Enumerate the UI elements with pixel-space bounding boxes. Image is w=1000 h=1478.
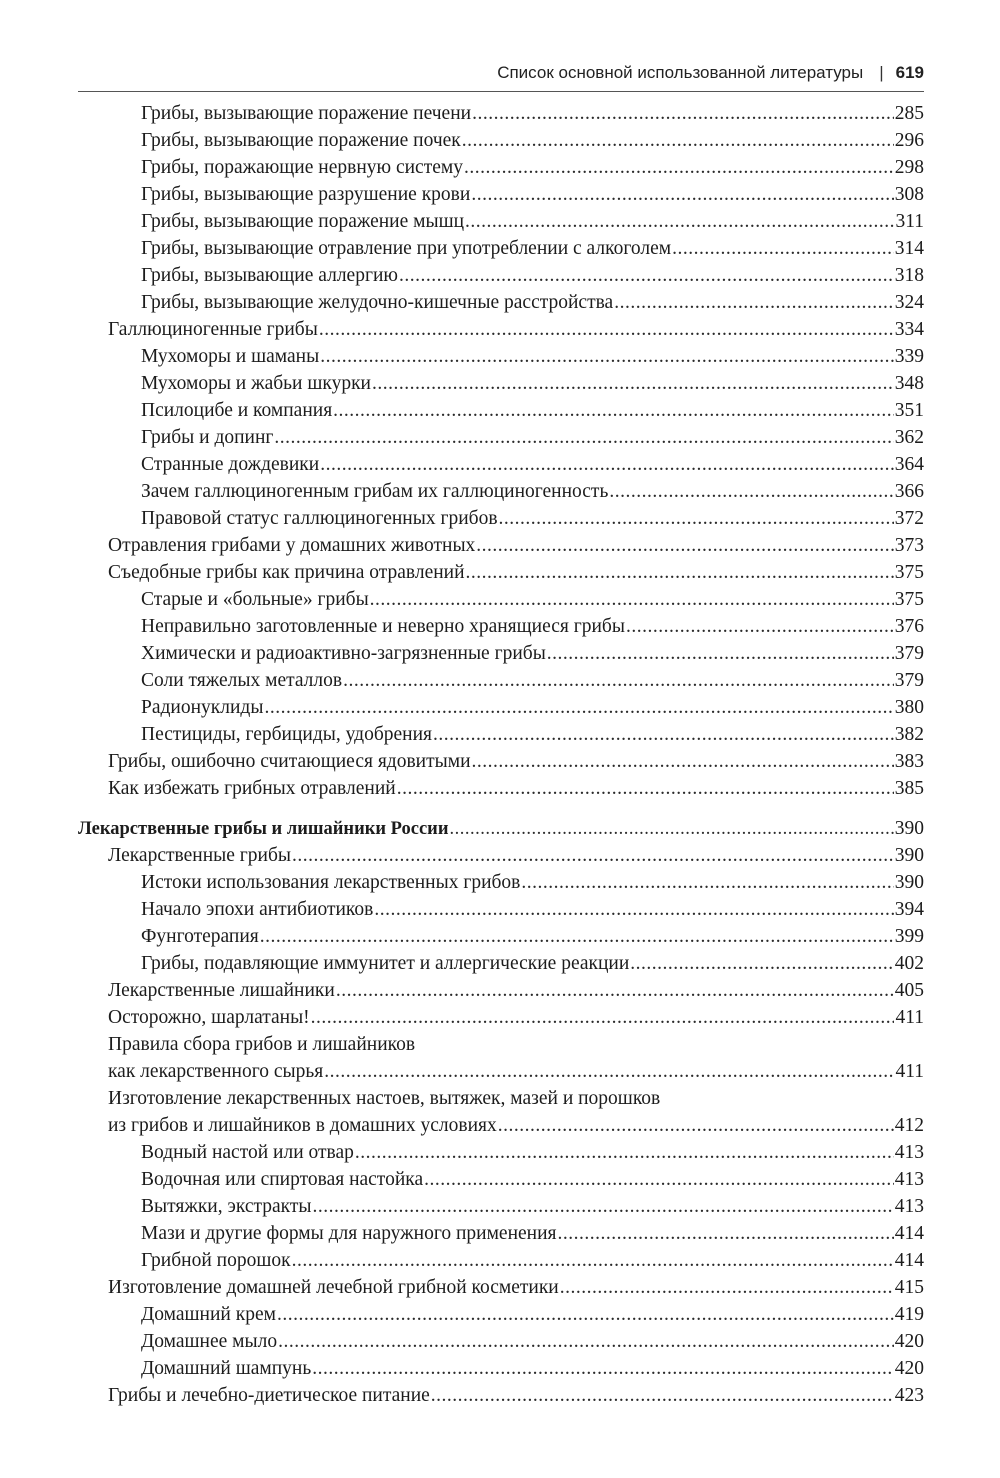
dot-leader (292, 842, 894, 869)
toc-entry-title: Вытяжки, экстракты (141, 1196, 312, 1217)
toc-entry[interactable] (78, 397, 924, 424)
toc-chapter-title: Лекарственные грибы и лишайники России (78, 819, 449, 839)
dot-leader (319, 316, 894, 343)
toc-entry[interactable] (78, 640, 924, 667)
toc-entry[interactable] (78, 896, 924, 923)
toc-entry[interactable] (78, 181, 924, 208)
toc-entry-title: Съедобные грибы как причина отравлений (108, 562, 465, 583)
toc-entry-title: Правовой статус галлюциногенных грибов (141, 508, 498, 529)
dot-leader (626, 613, 894, 640)
toc-entry[interactable] (78, 950, 924, 977)
toc-entry-title: Соли тяжелых металлов (141, 670, 343, 691)
dot-leader (431, 1382, 894, 1409)
toc-entry-page: 414 (894, 1223, 924, 1244)
dot-leader (397, 775, 894, 802)
dot-leader (433, 721, 894, 748)
toc-entry[interactable] (78, 127, 924, 154)
dot-leader (499, 505, 894, 532)
toc-entry-title: Начало эпохи антибиотиков (141, 899, 374, 920)
toc-entry-page: 390 (894, 818, 924, 839)
toc-entry-title: Водочная или спиртовая настойка (141, 1169, 424, 1190)
dot-leader (374, 896, 893, 923)
toc-entry-page: 375 (894, 562, 924, 583)
toc-entry[interactable] (78, 1247, 924, 1274)
toc-entry-title: Грибы, вызывающие разрушение крови (141, 184, 471, 205)
toc-entry-page: 375 (894, 589, 924, 610)
toc-entry[interactable] (78, 343, 924, 370)
toc-entry[interactable] (78, 424, 924, 451)
dot-leader (672, 235, 894, 262)
header-rule (78, 91, 924, 92)
toc-entry[interactable] (78, 586, 924, 613)
toc-entry-title: Мази и другие формы для наружного применения (141, 1223, 557, 1244)
toc-entry-last-line (78, 1112, 924, 1139)
toc-entry-page: 373 (894, 535, 924, 556)
dot-leader (424, 1166, 894, 1193)
toc-entry-page: 298 (894, 157, 924, 178)
toc-entry-title: Грибы, вызывающие поражение печени (141, 103, 472, 124)
dot-leader (558, 1220, 894, 1247)
toc-entry[interactable] (78, 100, 924, 127)
toc-entry-page: 414 (894, 1250, 924, 1271)
toc-entry-title: Водный настой или отвар (141, 1142, 354, 1163)
toc-entry-page: 411 (895, 1061, 924, 1082)
running-header (78, 58, 924, 88)
toc-entry-title: Мухоморы и жабьи шкурки (141, 373, 371, 394)
dot-leader (466, 559, 894, 586)
toc-entry-title: Домашний шампунь (141, 1358, 312, 1379)
toc-entry-page: 318 (894, 265, 924, 286)
dot-leader (312, 1355, 893, 1382)
toc-entry-title: Пестициды, гербициды, удобрения (141, 724, 432, 745)
toc-entry-page: 413 (894, 1142, 924, 1163)
toc-entry[interactable] (78, 667, 924, 694)
toc-entry-title: Странные дождевики (141, 454, 320, 475)
toc-entry-title: Зачем галлюциногенным грибам их галлюциногенность (141, 481, 609, 502)
toc-entry[interactable] (78, 505, 924, 532)
toc-entry[interactable] (78, 1166, 924, 1193)
toc-entry-page: 423 (894, 1385, 924, 1406)
toc-entry[interactable] (78, 842, 924, 869)
dot-leader (399, 262, 894, 289)
toc-entry[interactable] (78, 613, 924, 640)
toc-entry-title: Грибы, вызывающие аллергию (141, 265, 398, 286)
toc-entry[interactable] (78, 235, 924, 262)
dot-leader (614, 289, 894, 316)
toc-entry[interactable] (78, 694, 924, 721)
dot-leader (343, 667, 894, 694)
toc-entry-page: 413 (894, 1169, 924, 1190)
toc-entry-page: 348 (894, 373, 924, 394)
toc-entry[interactable] (78, 1139, 924, 1166)
toc-entry-title: Грибы, вызывающие желудочно-кишечные расстройства (141, 292, 614, 313)
toc-entry[interactable] (78, 1220, 924, 1247)
dot-leader (311, 1004, 895, 1031)
toc-entry-title: Отравления грибами у домашних животных (108, 535, 476, 556)
toc-entry[interactable] (78, 1382, 924, 1409)
toc-entry-title: Истоки использования лекарственных грибов (141, 872, 521, 893)
toc-entry-title: Химически и радиоактивно-загрязненные грибы (141, 643, 546, 664)
toc-entry-title: Старые и «больные» грибы (141, 589, 369, 610)
toc-entry-page: 399 (894, 926, 924, 947)
dot-leader (313, 1193, 894, 1220)
toc-entry-title: Радионуклиды (141, 697, 264, 718)
toc-entry[interactable] (78, 262, 924, 289)
dot-leader (277, 1301, 894, 1328)
toc-entry-title: Грибной порошок (141, 1250, 291, 1271)
toc-entry-page: 420 (894, 1331, 924, 1352)
toc-entry[interactable] (78, 1193, 924, 1220)
toc-entry[interactable] (78, 154, 924, 181)
toc-entry-page: 402 (894, 953, 924, 974)
dot-leader (521, 869, 893, 896)
dot-leader (476, 532, 893, 559)
toc-entry-page: 339 (894, 346, 924, 367)
toc-entry[interactable] (78, 1301, 924, 1328)
toc-entry-page: 385 (894, 778, 924, 799)
dot-leader (472, 748, 894, 775)
toc-entry-title: Грибы и лечебно-диетическое питание (108, 1385, 430, 1406)
toc-entry-page: 390 (894, 845, 924, 866)
toc-entry[interactable] (78, 1355, 924, 1382)
toc-entry-page: 308 (894, 184, 924, 205)
toc-entry-title: Лекарственные лишайники (108, 980, 335, 1001)
dot-leader (372, 370, 894, 397)
toc-entry-title: из грибов и лишайников в домашних условиях (108, 1115, 497, 1136)
dot-leader (609, 478, 893, 505)
toc-entry-title: Как избежать грибных отравлений (108, 778, 396, 799)
toc-entry-title: Неправильно заготовленные и неверно хранящиеся грибы (141, 616, 625, 637)
dot-leader (292, 1247, 894, 1274)
toc-entry-title: Псилоцибе и компания (141, 400, 333, 421)
toc-entry-title: Грибы, ошибочно считающиеся ядовитыми (108, 751, 471, 772)
toc-entry-page: 296 (894, 130, 924, 151)
toc-entry-title: Домашнее мыло (141, 1331, 278, 1352)
toc-entry[interactable] (78, 289, 924, 316)
dot-leader (465, 208, 894, 235)
toc-entry-title-line1: Правила сбора грибов и лишайников (108, 1034, 416, 1055)
toc-entry-page: 376 (894, 616, 924, 637)
dot-leader (264, 694, 893, 721)
toc-entry[interactable] (78, 559, 924, 586)
dot-leader (336, 977, 894, 1004)
dot-leader (630, 950, 893, 977)
toc-entry-page: 314 (894, 238, 924, 259)
dot-leader (450, 816, 894, 843)
toc-entry-title: Мухоморы и шаманы (141, 346, 320, 367)
toc-entry-title-line1: Изготовление лекарственных настоев, вытяжек, мазей и порошков (108, 1088, 661, 1109)
toc-entry[interactable] (78, 1328, 924, 1355)
toc-entry-page: 382 (894, 724, 924, 745)
toc-entry-title: Грибы, вызывающие поражение почек (141, 130, 461, 151)
toc-entry-title: Лекарственные грибы (108, 845, 291, 866)
toc-entry-page: 380 (894, 697, 924, 718)
toc-entry-page: 311 (895, 211, 924, 232)
toc-entry[interactable] (78, 977, 924, 1004)
page-number: 619 (895, 63, 924, 82)
dot-leader (472, 100, 894, 127)
dot-leader (560, 1274, 894, 1301)
toc-entry-page: 405 (894, 980, 924, 1001)
toc-entry-page: 366 (894, 481, 924, 502)
dot-leader (464, 154, 894, 181)
toc-entry-page: 394 (894, 899, 924, 920)
toc-entry-page: 412 (894, 1115, 924, 1136)
toc-entry-page: 362 (894, 427, 924, 448)
dot-leader (498, 1112, 894, 1139)
toc-entry-page: 383 (894, 751, 924, 772)
toc-entry[interactable] (78, 208, 924, 235)
dot-leader (278, 1328, 894, 1355)
toc-chapter-entry[interactable] (78, 815, 924, 842)
toc-entry-page: 334 (894, 319, 924, 340)
toc-entry-page: 415 (894, 1277, 924, 1298)
toc-entry-page: 419 (894, 1304, 924, 1325)
toc-entry-page: 364 (894, 454, 924, 475)
toc-entry-title: Грибы, вызывающие отравление при употреблении с алкоголем (141, 238, 672, 259)
toc-entry-title: Домашний крем (141, 1304, 276, 1325)
toc-entry-title: Грибы, подавляющие иммунитет и аллергические реакции (141, 953, 630, 974)
toc-entry[interactable] (78, 775, 924, 802)
toc-entry-title: Фунготерапия (141, 926, 259, 947)
toc-entry-page: 324 (894, 292, 924, 313)
dot-leader (333, 397, 894, 424)
dot-leader (324, 1058, 894, 1085)
toc-entry-last-line (78, 1058, 924, 1085)
dot-leader (547, 640, 894, 667)
dot-leader (260, 923, 894, 950)
toc-entry-multiline[interactable] (78, 1031, 924, 1085)
dot-leader (320, 451, 894, 478)
toc-entry-page: 372 (894, 508, 924, 529)
toc-entry[interactable] (78, 316, 924, 343)
toc-entry[interactable] (78, 1004, 924, 1031)
dot-leader (355, 1139, 894, 1166)
dot-leader (462, 127, 894, 154)
header-separator: | (879, 63, 884, 82)
toc-entry-title: Грибы, вызывающие поражение мышц (141, 211, 465, 232)
toc-entry-page: 411 (895, 1007, 924, 1028)
toc-entry-page: 379 (894, 643, 924, 664)
toc-entry-page: 285 (894, 103, 924, 124)
toc-entry-page: 420 (894, 1358, 924, 1379)
toc-entry-multiline[interactable] (78, 1085, 924, 1139)
toc-entry[interactable] (78, 1274, 924, 1301)
toc-entry[interactable] (78, 923, 924, 950)
toc-entry[interactable] (78, 532, 924, 559)
toc-entry-title: как лекарственного сырья (108, 1061, 324, 1082)
toc-entry[interactable] (78, 721, 924, 748)
toc-entry-title: Изготовление домашней лечебной грибной косметики (108, 1277, 559, 1298)
dot-leader (274, 424, 893, 451)
toc-entry-title: Грибы, поражающие нервную систему (141, 157, 463, 178)
toc-entry-title: Галлюциногенные грибы (108, 319, 318, 340)
table-of-contents (78, 100, 924, 1409)
dot-leader (320, 343, 894, 370)
toc-entry-page: 390 (894, 872, 924, 893)
toc-entry-title: Осторожно, шарлатаны! (108, 1007, 310, 1028)
dot-leader (471, 181, 893, 208)
dot-leader (370, 586, 894, 613)
running-header-title: Список основной использованной литературы (497, 63, 864, 82)
toc-entry-page: 379 (894, 670, 924, 691)
toc-entry[interactable] (78, 748, 924, 775)
toc-entry-page: 413 (894, 1196, 924, 1217)
toc-entry[interactable] (78, 478, 924, 505)
toc-entry-title: Грибы и допинг (141, 427, 274, 448)
toc-entry[interactable] (78, 370, 924, 397)
toc-entry[interactable] (78, 869, 924, 896)
toc-entry[interactable] (78, 451, 924, 478)
toc-entry-page: 351 (894, 400, 924, 421)
